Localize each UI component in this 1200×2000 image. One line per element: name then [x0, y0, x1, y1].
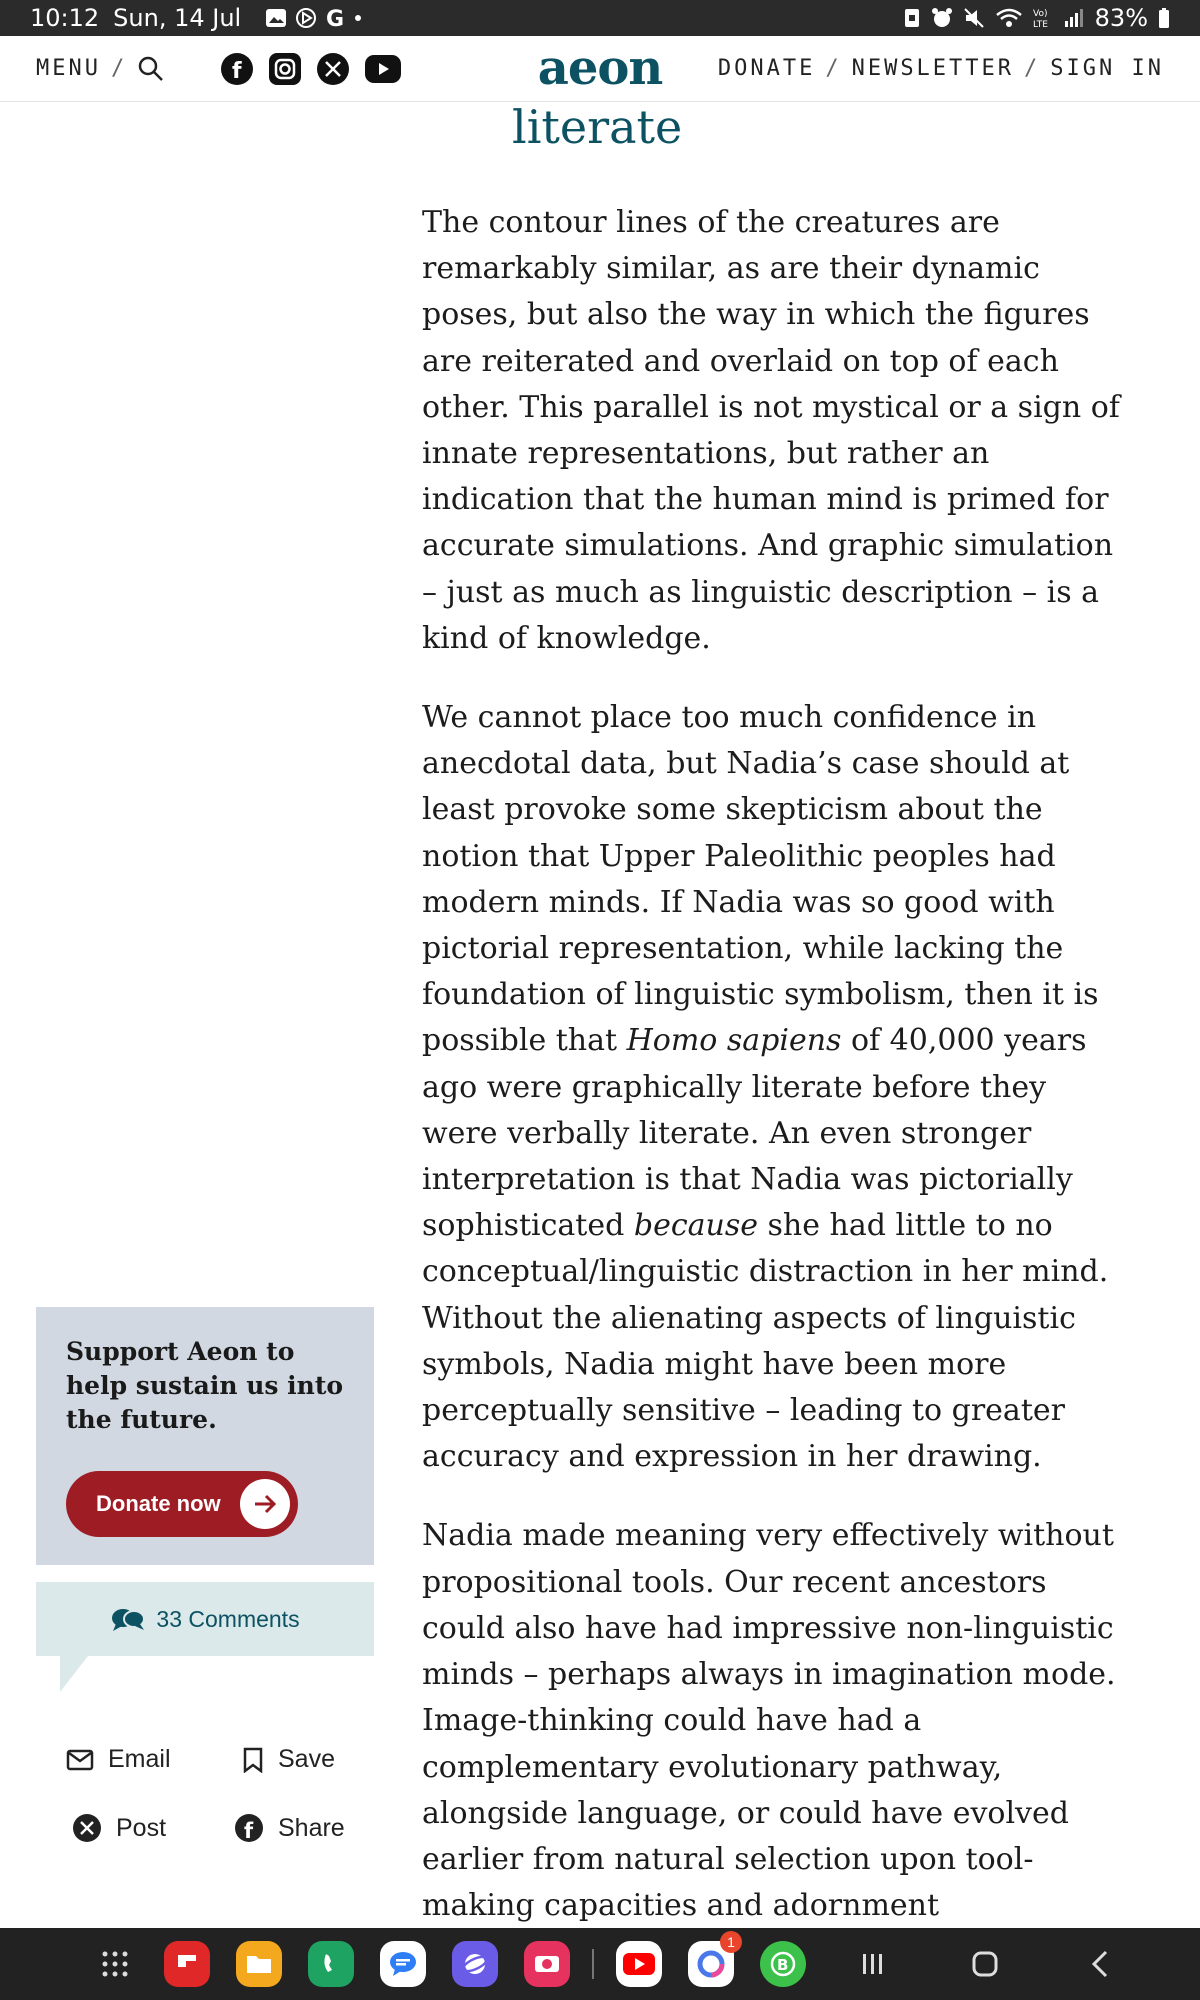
social-links	[221, 53, 401, 85]
facebook-icon[interactable]	[221, 53, 253, 85]
gallery-icon	[265, 8, 287, 28]
recent-apps-button[interactable]	[858, 1944, 888, 1984]
post-share-button[interactable]	[72, 1813, 166, 1843]
donate-now-button[interactable]	[66, 1471, 298, 1537]
support-text: Support Aeon to help sustain us into the future.	[66, 1337, 344, 1434]
header-separator: /	[110, 56, 128, 81]
mute-icon	[963, 7, 985, 29]
files-icon[interactable]	[236, 1941, 282, 1987]
play-store-icon	[295, 8, 317, 28]
arrow-right-icon	[240, 1479, 290, 1529]
email-share-button[interactable]	[66, 1745, 171, 1774]
facebook-share-button[interactable]	[234, 1813, 345, 1843]
flipboard-icon[interactable]	[164, 1941, 210, 1987]
article-paragraph: Nadia made meaning very effectively without propositional tools. Our recent ancestors could also have had impressive non-linguistic minds – perhaps always in imagination mode. Image-thinking could have had a complementary evolutionary pathway, alongside language, or could have evolved earlier from natural selection upon tool-making capacities and adornment	[422, 1518, 1116, 1924]
notification-badge: 1	[720, 1931, 742, 1953]
storage-icon	[903, 7, 921, 29]
svg-text:LTE: LTE	[1032, 20, 1048, 30]
app-drawer-icon[interactable]	[92, 1941, 138, 1987]
save-label: Save	[278, 1745, 335, 1773]
back-button[interactable]	[1085, 1944, 1115, 1984]
status-time: 10:12	[30, 4, 100, 32]
email-label: Email	[108, 1745, 171, 1773]
volte-icon	[1033, 6, 1053, 30]
article-body	[422, 200, 1122, 2000]
alarm-icon	[931, 7, 953, 29]
header-separator: /	[825, 56, 842, 81]
dot-icon	[355, 15, 361, 21]
text-segment: she had little to no conceptual/linguistic distraction in her mind. Without the alienating aspects of linguistic symbols, Nadia might have been more perceptually sensitive – leading to greater accuracy and expression in her drawing.	[422, 1208, 1109, 1475]
google-icon	[325, 8, 347, 28]
facebook-icon	[234, 1813, 264, 1843]
comments-icon	[110, 1606, 146, 1632]
youtube-icon[interactable]	[365, 55, 401, 83]
text-segment: We cannot place too much confidence in anecdotal data, but Nadia’s case should at least provoke some skepticism about the notion that Upper Paleolithic peoples had modern minds. If Nadia was so good with pictorial representation, while lacking the foundation of linguistic symbolism, then it is possible that	[422, 700, 1099, 1059]
status-date: Sun, 14 Jul	[113, 4, 242, 32]
battery-level: 83%	[1094, 4, 1148, 32]
photos-icon[interactable]	[688, 1934, 735, 1987]
sign-in-link[interactable]: SIGN IN	[1050, 56, 1164, 81]
status-bar	[0, 0, 1200, 36]
whatsapp-business-icon[interactable]	[760, 1941, 806, 1987]
save-button[interactable]	[242, 1745, 335, 1774]
article-paragraph: The contour lines of the creatures are remarkably similar, as are their dynamic poses, but also the way in which the figures are reiterated and overlaid on top of each other. This parallel is not mystical or a sign of innate representations, but rather an indication that the human mind is primed for accurate simulations. And graphic simulation – just as much as linguistic description – is a kind of knowledge.	[422, 205, 1120, 656]
home-button[interactable]	[970, 1944, 1000, 1984]
italic-text: because	[633, 1208, 758, 1244]
svg-text:B: B	[777, 1956, 789, 1974]
support-box	[36, 1307, 374, 1565]
comments-button[interactable]	[36, 1582, 374, 1656]
comments-count: 33 Comments	[156, 1605, 300, 1632]
site-header	[0, 36, 1200, 102]
email-icon	[66, 1748, 94, 1772]
screen-recorder-icon[interactable]	[524, 1941, 570, 1987]
svg-text:G: G	[326, 8, 345, 28]
instagram-icon[interactable]	[269, 53, 301, 85]
comments-tail	[60, 1656, 88, 1692]
svg-text:Vo): Vo)	[1032, 9, 1048, 19]
search-icon[interactable]	[137, 55, 165, 83]
newsletter-link[interactable]: NEWSLETTER	[851, 56, 1015, 81]
wifi-icon	[995, 7, 1023, 29]
menu-link[interactable]: MENU	[36, 56, 101, 81]
header-separator: /	[1024, 56, 1041, 81]
internet-icon[interactable]	[452, 1941, 498, 1987]
donate-now-label: Donate now	[96, 1491, 221, 1516]
navigation-bar	[0, 1928, 1200, 2000]
nav-divider	[592, 1949, 594, 1979]
svg-text:f: f	[244, 1819, 254, 1843]
phone-icon[interactable]	[308, 1941, 354, 1987]
text-segment: of 40,000 years ago were graphically literate before they were verbally literate. An even stronger interpretation is that Nadia was pictorially sophisticated	[422, 1023, 1087, 1244]
battery-icon	[1158, 7, 1170, 29]
svg-text:f: f	[232, 58, 242, 84]
share-label: Share	[278, 1813, 345, 1842]
messages-icon[interactable]	[380, 1941, 426, 1987]
signal-icon	[1063, 7, 1085, 29]
x-icon	[72, 1813, 102, 1843]
donate-link[interactable]: DONATE	[717, 56, 816, 81]
x-icon[interactable]	[317, 53, 349, 85]
section-heading: literate	[512, 100, 683, 154]
bookmark-icon	[242, 1747, 264, 1773]
article-paragraph	[422, 695, 1122, 1480]
aeon-logo[interactable]: aeon	[537, 40, 663, 96]
youtube-icon[interactable]	[616, 1941, 662, 1987]
post-label: Post	[116, 1813, 167, 1842]
italic-text: Homo sapiens	[626, 1023, 842, 1059]
